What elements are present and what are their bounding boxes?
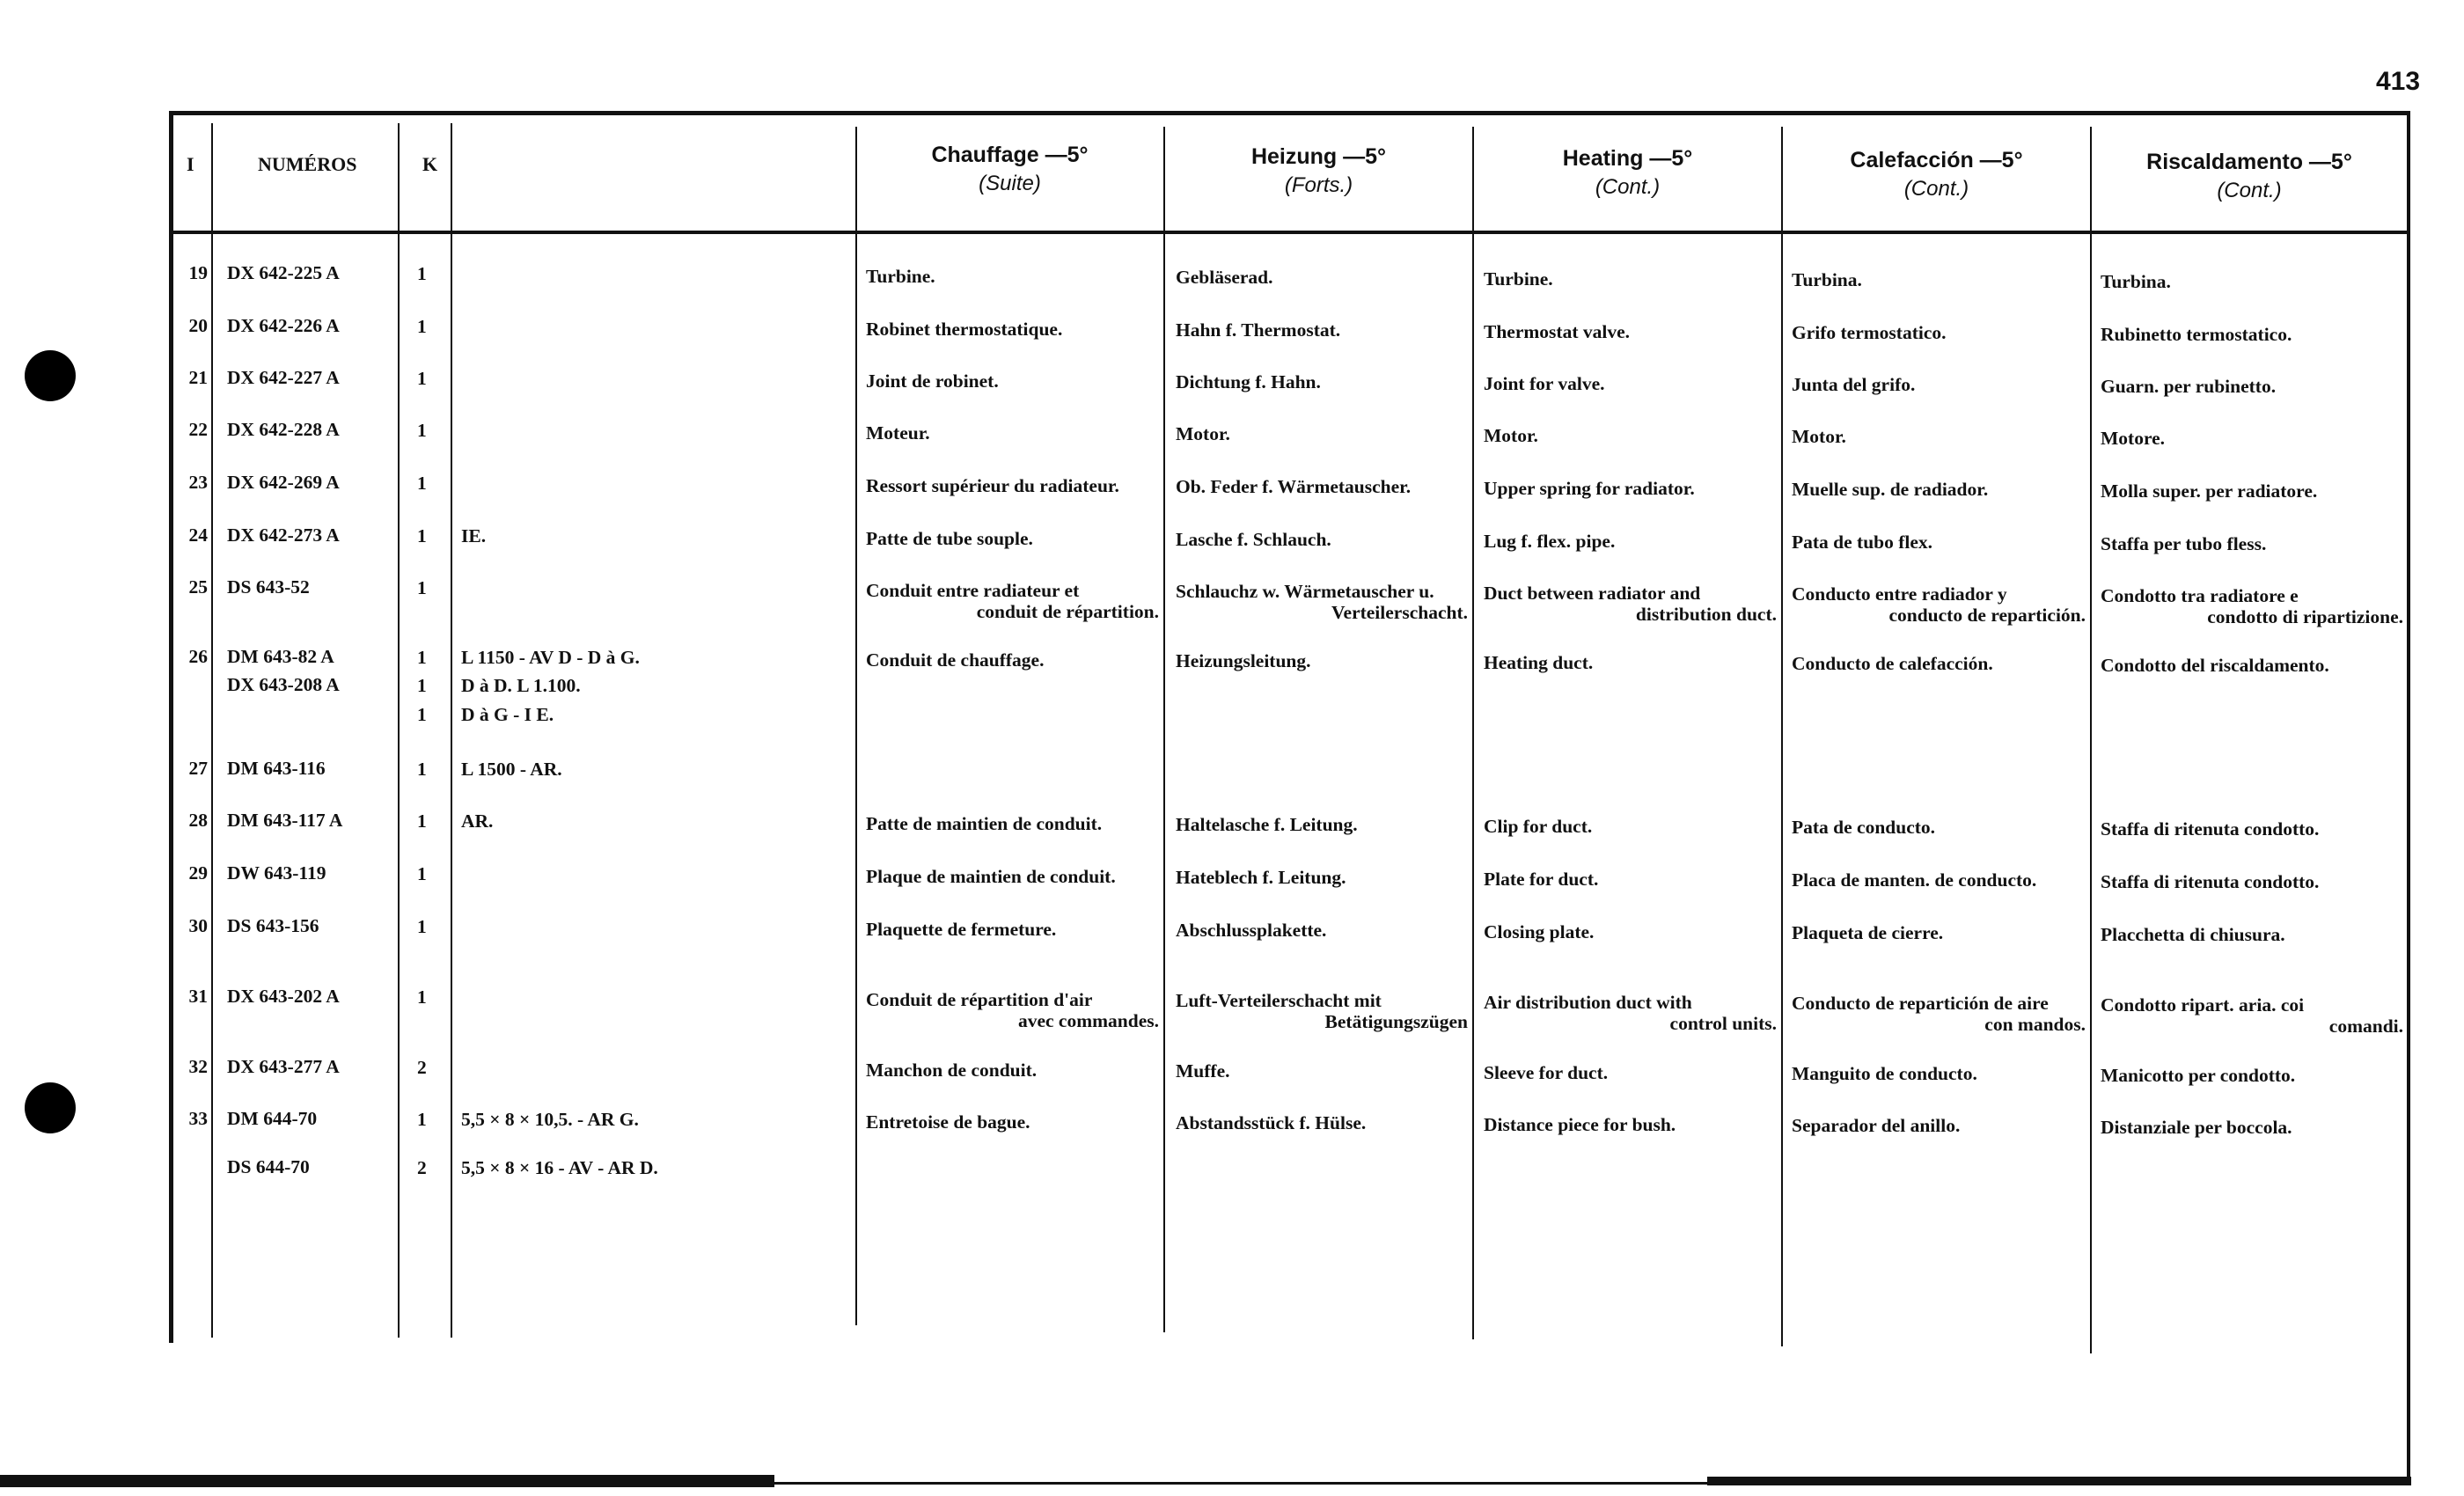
bottom-line <box>774 1482 1707 1485</box>
row-2-en-line-0: Joint for valve. <box>1484 372 1605 394</box>
row-4-es-cell <box>1792 479 2086 500</box>
row-2-it-line-0: Guarn. per rubinetto. <box>2101 375 2277 397</box>
row-5-es-line-0: Pata de tubo flex. <box>1792 532 1933 554</box>
row-14-no-cell: 31 <box>188 986 208 1007</box>
row-0-de-line-0: Gebläserad. <box>1176 267 1273 289</box>
row-14-fr-cell <box>866 989 1159 1031</box>
row-4-num-cell: DX 642-269 A <box>227 472 340 494</box>
row-1-fr-cell <box>866 319 1159 340</box>
row-5-de-line-0: Lasche f. Schlauch. <box>1176 529 1331 551</box>
row-15-de-cell <box>1176 1060 1468 1082</box>
row-11-no-cell: 28 <box>188 810 208 831</box>
row-0-de-cell <box>1176 267 1468 288</box>
row-16-no-cell: 33 <box>188 1108 208 1129</box>
row-13-es-cell <box>1792 922 2086 943</box>
row-0-fr-cell <box>866 266 1159 287</box>
row-2-de-line-0: Dichtung f. Hahn. <box>1176 371 1321 393</box>
row-3-de-line-0: Motor. <box>1176 423 1230 445</box>
row-6-fr-line-0: Conduit entre radiateur et <box>866 579 1080 601</box>
col-sep-en <box>1781 127 1783 1346</box>
row-6-num-cell: DS 643-52 <box>227 576 310 598</box>
row-17-qty-cell: 2 <box>417 1157 427 1179</box>
header-lang-fr <box>858 143 1162 196</box>
row-11-num-cell: DM 643-117 A <box>227 810 343 832</box>
row-6-en-line-0: Duct between radiator and <box>1484 582 1701 604</box>
row-11-it-cell <box>2101 818 2403 840</box>
row-7-it-line-0: Condotto del riscaldamento. <box>2101 654 2329 676</box>
row-14-es-line-1: con mandos. <box>1984 1014 2086 1036</box>
row-13-es-line-0: Plaqueta de cierre. <box>1792 922 1944 944</box>
row-4-fr-line-0: Ressort supérieur du radiateur. <box>866 474 1119 496</box>
row-13-no-cell: 30 <box>188 915 208 936</box>
row-11-en-line-0: Clip for duct. <box>1484 815 1593 837</box>
col-sep-index <box>211 123 213 1338</box>
row-6-es-line-1: conducto de repartición. <box>1888 605 2086 627</box>
bottom-bar-right <box>1707 1477 2411 1485</box>
punch-hole-bottom <box>25 1082 76 1133</box>
row-4-en-line-0: Upper spring for radiator. <box>1484 477 1695 499</box>
row-0-num-cell: DX 642-225 A <box>227 262 340 284</box>
row-3-es-line-0: Motor. <box>1792 426 1846 448</box>
row-6-fr-cell <box>866 580 1159 622</box>
row-5-num-cell: DX 642-273 A <box>227 524 340 546</box>
row-16-de-line-0: Abstandsstück f. Hülse. <box>1176 1112 1367 1134</box>
row-16-es-line-0: Separador del anillo. <box>1792 1115 1961 1137</box>
header-lang-de <box>1166 144 1471 198</box>
header-qty: K <box>422 153 438 175</box>
row-14-fr-line-1: avec commandes. <box>1017 1009 1159 1031</box>
row-14-num-cell: DX 643-202 A <box>227 986 340 1008</box>
row-11-fr-cell <box>866 813 1159 834</box>
row-15-en-line-0: Sleeve for duct. <box>1484 1061 1609 1083</box>
row-0-es-cell <box>1792 269 2086 290</box>
header-lang-es-title: Calefacción —5° <box>1850 148 2023 172</box>
table-right-border <box>2407 111 2410 1484</box>
header-lang-en-title: Heating —5° <box>1562 146 1693 171</box>
row-15-num-cell: DX 643-277 A <box>227 1056 340 1078</box>
row-3-de-cell <box>1176 423 1468 444</box>
row-3-es-cell <box>1792 426 2086 447</box>
row-2-en-cell <box>1484 373 1777 394</box>
row-2-es-cell <box>1792 374 2086 395</box>
header-lang-de-title: Heizung —5° <box>1250 144 1387 169</box>
col-sep-numbers <box>398 123 400 1338</box>
row-5-en-line-0: Lug f. flex. pipe. <box>1484 530 1616 552</box>
row-13-de-cell <box>1176 920 1468 941</box>
row-13-it-line-0: Placchetta di chiusura. <box>2101 923 2285 945</box>
row-12-es-line-0: Placa de manten. de conducto. <box>1792 869 2037 891</box>
row-7-fr-line-0: Conduit de chauffage. <box>866 649 1045 671</box>
row-12-en-cell <box>1484 869 1777 890</box>
row-13-en-line-0: Closing plate. <box>1484 920 1595 942</box>
row-15-de-line-0: Muffe. <box>1176 1060 1230 1082</box>
row-5-en-cell <box>1484 531 1777 552</box>
row-4-it-line-0: Molla super. per radiatore. <box>2101 480 2318 502</box>
row-8-obs-cell: D à D. L 1.100. <box>461 675 581 697</box>
row-1-qty-cell: 1 <box>417 316 427 338</box>
row-6-it-cell <box>2101 585 2403 627</box>
row-12-num-cell: DW 643-119 <box>227 862 326 884</box>
row-6-qty-cell: 1 <box>417 577 427 599</box>
row-11-fr-line-0: Patte de maintien de conduit. <box>866 812 1103 834</box>
row-15-fr-line-0: Manchon de conduit. <box>866 1059 1038 1081</box>
row-11-de-cell <box>1176 814 1468 835</box>
row-14-fr-line-0: Conduit de répartition d'air <box>866 988 1093 1010</box>
row-13-num-cell: DS 643-156 <box>227 915 319 937</box>
row-2-fr-cell <box>866 370 1159 392</box>
row-13-qty-cell: 1 <box>417 916 427 938</box>
row-7-en-cell <box>1484 652 1777 673</box>
header-lang-en-subtitle: (Cont.) <box>1595 175 1661 199</box>
row-6-es-line-0: Conducto entre radiador y <box>1792 583 2007 605</box>
row-11-obs-cell: AR. <box>461 810 494 832</box>
row-6-en-line-1: distribution duct. <box>1635 603 1777 625</box>
row-4-qty-cell: 1 <box>417 473 427 495</box>
bottom-bar-left <box>0 1475 774 1487</box>
row-6-de-line-0: Schlauchz w. Wärmetauscher u. <box>1176 581 1434 603</box>
row-1-no-cell: 20 <box>188 315 208 336</box>
row-7-obs-cell: L 1150 - AV D - D à G. <box>461 647 640 669</box>
row-2-it-cell <box>2101 376 2403 397</box>
row-0-it-cell <box>2101 271 2403 292</box>
header-index: I <box>187 153 194 175</box>
row-16-es-cell <box>1792 1115 2086 1136</box>
header-lang-it-subtitle: (Cont.) <box>2217 179 2282 202</box>
row-7-de-cell <box>1176 650 1468 671</box>
header-lang-it-title: Riscaldamento —5° <box>2146 150 2352 174</box>
row-15-es-line-0: Manguito de conducto. <box>1792 1063 1977 1085</box>
row-3-it-cell <box>2101 428 2403 449</box>
row-5-obs-cell: IE. <box>461 525 487 547</box>
row-12-qty-cell: 1 <box>417 863 427 885</box>
row-15-it-cell <box>2101 1065 2403 1086</box>
punch-hole-top <box>25 350 76 401</box>
row-5-qty-cell: 1 <box>417 525 427 547</box>
row-3-fr-cell <box>866 422 1159 444</box>
row-0-it-line-0: Turbina. <box>2101 270 2171 292</box>
row-2-fr-line-0: Joint de robinet. <box>866 370 999 392</box>
row-14-de-line-1: Betätigungszügen <box>1324 1011 1468 1033</box>
row-7-de-line-0: Heizungsleitung. <box>1176 650 1311 672</box>
row-14-de-cell <box>1176 990 1468 1032</box>
row-13-fr-line-0: Plaquette de fermeture. <box>866 918 1057 940</box>
row-7-num-cell: DM 643-82 A <box>227 646 334 668</box>
row-15-qty-cell: 2 <box>417 1057 427 1079</box>
row-12-en-line-0: Plate for duct. <box>1484 868 1599 890</box>
row-14-it-line-0: Condotto ripart. aria. coi <box>2101 994 2305 1016</box>
row-6-no-cell: 25 <box>188 576 208 598</box>
row-1-en-cell <box>1484 321 1777 342</box>
row-7-fr-cell <box>866 649 1159 671</box>
header-lang-es <box>1784 148 2089 202</box>
row-3-qty-cell: 1 <box>417 420 427 442</box>
row-1-fr-line-0: Robinet thermostatique. <box>866 318 1063 340</box>
row-7-qty-cell: 1 <box>417 647 427 669</box>
row-12-es-cell <box>1792 869 2086 891</box>
row-11-it-line-0: Staffa di ritenuta condotto. <box>2101 818 2320 840</box>
row-2-num-cell: DX 642-227 A <box>227 367 340 389</box>
row-1-it-line-0: Rubinetto termostatico. <box>2101 323 2292 345</box>
row-1-de-cell <box>1176 319 1468 341</box>
row-17-num-cell: DS 644-70 <box>227 1156 310 1178</box>
row-14-es-cell <box>1792 993 2086 1035</box>
row-5-de-cell <box>1176 529 1468 550</box>
row-14-it-line-1: comandi. <box>2328 1015 2403 1037</box>
row-7-es-line-0: Conducto de calefacción. <box>1792 653 1993 675</box>
row-4-es-line-0: Muelle sup. de radiador. <box>1792 479 1989 501</box>
row-6-de-cell <box>1176 581 1468 623</box>
row-10-num-cell: DM 643-116 <box>227 758 326 780</box>
header-lang-de-subtitle: (Forts.) <box>1284 173 1353 197</box>
row-10-obs-cell: L 1500 - AR. <box>461 759 562 781</box>
row-14-en-cell <box>1484 992 1777 1034</box>
row-1-de-line-0: Hahn f. Thermostat. <box>1176 319 1341 341</box>
row-10-no-cell: 27 <box>188 758 208 779</box>
row-8-num-cell: DX 643-208 A <box>227 674 340 696</box>
row-5-fr-line-0: Patte de tube souple. <box>866 527 1033 549</box>
row-16-en-line-0: Distance piece for bush. <box>1484 1113 1676 1135</box>
row-7-es-cell <box>1792 653 2086 674</box>
col-sep-es <box>2090 127 2092 1353</box>
row-1-it-cell <box>2101 324 2403 345</box>
row-14-es-line-0: Conducto de repartición de aire <box>1792 993 2049 1015</box>
header-numbers: NUMÉROS <box>258 153 357 175</box>
row-7-no-cell: 26 <box>188 646 208 667</box>
row-14-de-line-0: Luft-Verteilerschacht mit <box>1176 990 1382 1012</box>
row-11-es-cell <box>1792 817 2086 838</box>
row-6-en-cell <box>1484 583 1777 625</box>
row-7-it-cell <box>2101 655 2403 676</box>
row-14-en-line-1: control units. <box>1669 1012 1777 1034</box>
row-13-de-line-0: Abschlussplakette. <box>1176 920 1327 942</box>
row-13-en-cell <box>1484 921 1777 942</box>
row-12-it-cell <box>2101 871 2403 892</box>
row-1-en-line-0: Thermostat valve. <box>1484 320 1630 342</box>
row-13-fr-cell <box>866 919 1159 940</box>
row-13-it-cell <box>2101 924 2403 945</box>
row-4-no-cell: 23 <box>188 472 208 493</box>
row-16-it-line-0: Distanziale per boccola. <box>2101 1116 2292 1138</box>
col-sep-qty <box>451 123 452 1338</box>
row-12-fr-line-0: Plaque de maintien de conduit. <box>866 865 1116 887</box>
row-2-es-line-0: Junta del grifo. <box>1792 374 1916 396</box>
row-16-qty-cell: 1 <box>417 1109 427 1131</box>
row-12-no-cell: 29 <box>188 862 208 884</box>
row-5-it-line-0: Staffa per tubo fless. <box>2101 532 2267 554</box>
row-16-en-cell <box>1484 1114 1777 1135</box>
row-16-de-cell <box>1176 1112 1468 1133</box>
header-lang-it <box>2093 150 2406 203</box>
row-1-es-cell <box>1792 322 2086 343</box>
row-11-de-line-0: Haltelasche f. Leitung. <box>1176 814 1358 836</box>
row-11-es-line-0: Pata de conducto. <box>1792 817 1936 839</box>
row-16-it-cell <box>2101 1117 2403 1138</box>
row-14-en-line-0: Air distribution duct with <box>1484 991 1692 1013</box>
row-3-num-cell: DX 642-228 A <box>227 419 340 441</box>
row-5-it-cell <box>2101 533 2403 554</box>
row-3-fr-line-0: Moteur. <box>866 422 930 444</box>
row-0-qty-cell: 1 <box>417 263 427 285</box>
row-14-qty-cell: 1 <box>417 986 427 1008</box>
row-16-fr-line-0: Entretoise de bague. <box>866 1111 1030 1133</box>
row-15-en-cell <box>1484 1062 1777 1083</box>
row-6-it-line-1: condotto di ripartizione. <box>2207 605 2403 627</box>
row-0-fr-line-0: Turbine. <box>866 265 935 287</box>
row-4-en-cell <box>1484 478 1777 499</box>
row-6-fr-line-1: conduit de répartition. <box>976 600 1159 622</box>
col-sep-obs <box>855 127 857 1325</box>
row-3-it-line-0: Motore. <box>2101 427 2166 449</box>
header-bottom-border <box>171 231 2409 234</box>
table-top-border <box>171 111 2409 115</box>
row-9-qty-cell: 1 <box>417 704 427 726</box>
row-0-es-line-0: Turbina. <box>1792 269 1862 291</box>
row-0-en-cell <box>1484 268 1777 290</box>
row-16-num-cell: DM 644-70 <box>227 1108 318 1130</box>
row-8-qty-cell: 1 <box>417 675 427 697</box>
row-6-de-line-1: Verteilerschacht. <box>1331 602 1468 624</box>
col-sep-fr <box>1163 127 1165 1332</box>
row-16-obs-cell: 5,5 × 8 × 10,5. - AR G. <box>461 1109 639 1131</box>
row-2-de-cell <box>1176 371 1468 392</box>
row-11-qty-cell: 1 <box>417 810 427 832</box>
row-15-it-line-0: Manicotto per condotto. <box>2101 1064 2296 1086</box>
row-10-qty-cell: 1 <box>417 759 427 781</box>
row-4-it-cell <box>2101 480 2403 502</box>
row-2-no-cell: 21 <box>188 367 208 388</box>
row-5-no-cell: 24 <box>188 524 208 546</box>
row-15-fr-cell <box>866 1060 1159 1081</box>
row-3-no-cell: 22 <box>188 419 208 440</box>
row-15-no-cell: 32 <box>188 1056 208 1077</box>
row-11-en-cell <box>1484 816 1777 837</box>
row-4-de-line-0: Ob. Feder f. Wärmetauscher. <box>1176 476 1412 498</box>
row-12-it-line-0: Staffa di ritenuta condotto. <box>2101 870 2320 892</box>
page-number: 413 <box>2376 67 2421 96</box>
row-6-it-line-0: Condotto tra radiatore e <box>2101 584 2299 606</box>
row-12-de-cell <box>1176 867 1468 888</box>
table-left-border <box>169 111 173 1343</box>
row-5-fr-cell <box>866 528 1159 549</box>
row-9-obs-cell: D à G - I E. <box>461 704 554 726</box>
row-1-num-cell: DX 642-226 A <box>227 315 340 337</box>
row-2-qty-cell: 1 <box>417 368 427 390</box>
row-3-en-cell <box>1484 425 1777 446</box>
header-lang-en <box>1475 146 1780 200</box>
row-16-fr-cell <box>866 1111 1159 1133</box>
row-17-obs-cell: 5,5 × 8 × 16 - AV - AR D. <box>461 1157 658 1179</box>
header-lang-es-subtitle: (Cont.) <box>1903 177 1969 201</box>
row-14-it-cell <box>2101 994 2403 1037</box>
row-3-en-line-0: Motor. <box>1484 424 1538 446</box>
header-lang-fr-title: Chauffage —5° <box>931 143 1089 167</box>
row-12-fr-cell <box>866 866 1159 887</box>
row-15-es-cell <box>1792 1063 2086 1084</box>
row-0-no-cell: 19 <box>188 262 208 283</box>
row-0-en-line-0: Turbine. <box>1484 268 1553 290</box>
row-4-de-cell <box>1176 476 1468 497</box>
row-6-es-cell <box>1792 583 2086 626</box>
header-lang-fr-subtitle: (Suite) <box>979 172 1041 195</box>
row-12-de-line-0: Hateblech f. Leitung. <box>1176 867 1346 889</box>
row-1-es-line-0: Grifo termostatico. <box>1792 322 1947 344</box>
row-4-fr-cell <box>866 475 1159 496</box>
row-5-es-cell <box>1792 532 2086 553</box>
row-7-en-line-0: Heating duct. <box>1484 651 1594 673</box>
col-sep-de <box>1472 127 1474 1339</box>
